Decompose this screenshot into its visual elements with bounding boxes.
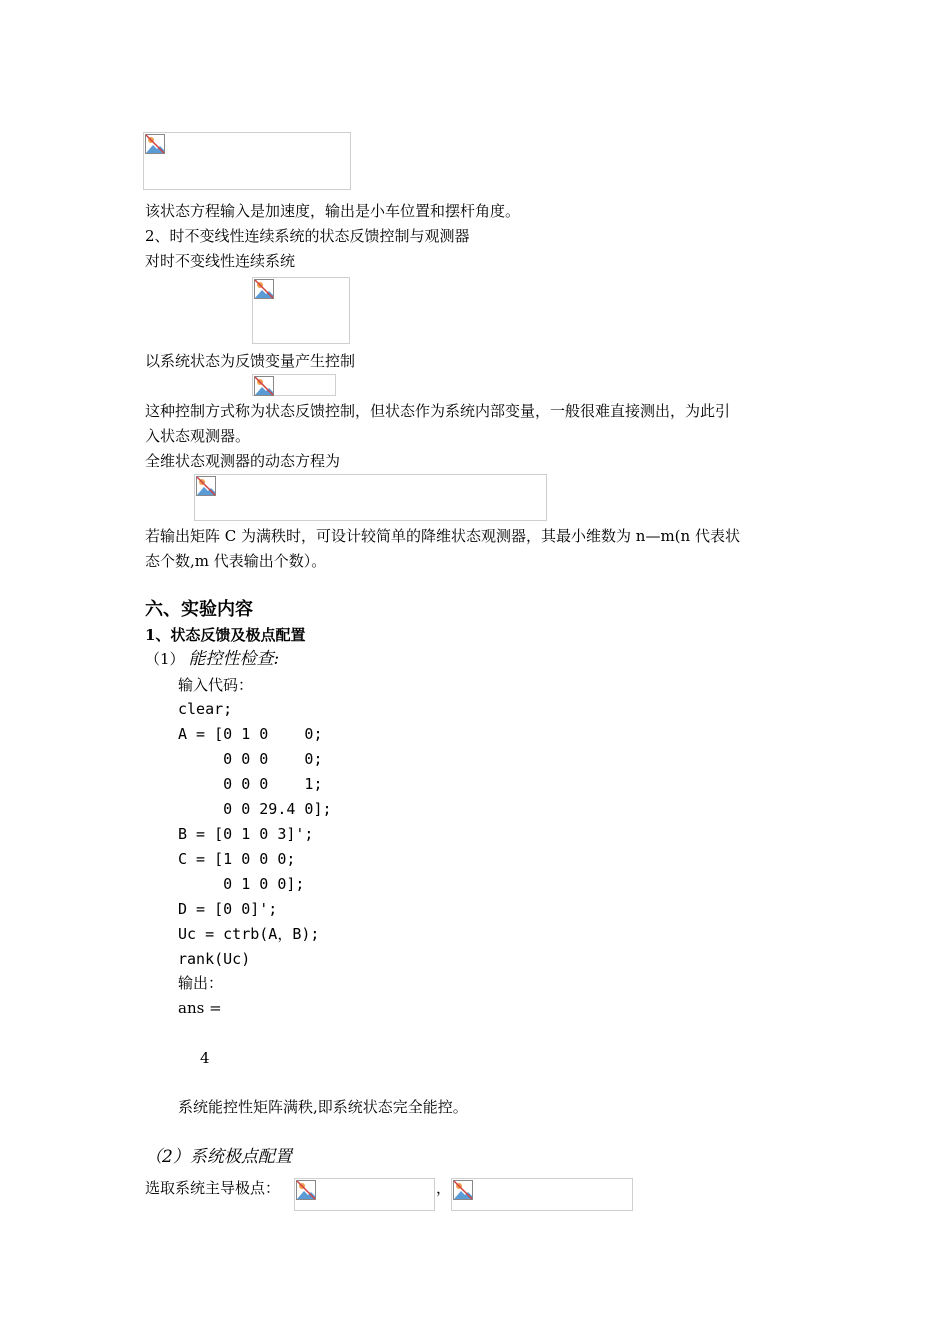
item1-heading	[145, 647, 279, 671]
subsection-title: 1、状态反馈及极点配置	[145, 626, 306, 644]
item1-number: （1）	[145, 650, 185, 668]
code-line: 0 0 29.4 0];	[178, 800, 332, 818]
observer-equation-image	[194, 474, 547, 521]
paragraph: 该状态方程输入是加速度，输出是小车位置和摆杆角度。	[145, 202, 521, 220]
code-line: rank(Uc)	[178, 950, 251, 968]
paragraph: 入状态观测器。	[145, 427, 251, 445]
code-line: 0 1 0 0];	[178, 875, 305, 893]
paragraph: 态个数,m 代表输出个数）。	[145, 552, 327, 570]
code-line: C = [1 0 0 0;	[178, 850, 296, 868]
code-line: Uc = ctrb(A，B);	[178, 925, 320, 943]
section-title: 六、实验内容	[145, 599, 253, 620]
paragraph: 对时不变线性连续系统	[145, 252, 296, 270]
poles-label: 选取系统主导极点：	[145, 1179, 281, 1197]
broken-image-icon	[196, 476, 216, 496]
broken-image-icon	[296, 1180, 316, 1200]
input-label: 输入代码：	[178, 676, 254, 694]
code-line: 0 0 0 0;	[178, 750, 323, 768]
paragraph: 全维状态观测器的动态方程为	[145, 452, 341, 470]
broken-image-icon	[453, 1180, 473, 1200]
code-line: A = [0 1 0 0;	[178, 725, 323, 743]
code-line: B = [0 1 0 3]';	[178, 825, 314, 843]
broken-image-icon	[254, 376, 274, 396]
conclusion-text: 系统能控性矩阵满秩,即系统状态完全能控。	[178, 1098, 468, 1116]
paragraph: 2、时不变线性连续系统的状态反馈控制与观测器	[145, 227, 470, 245]
broken-image-icon	[145, 134, 165, 154]
output-label: 输出：	[178, 974, 224, 992]
pole-image-2	[451, 1178, 633, 1211]
ans-value: 4	[200, 1049, 210, 1067]
system-equation-image	[252, 277, 350, 344]
state-equation-image	[143, 132, 351, 190]
comma-separator: ，	[436, 1179, 452, 1197]
ans-label: ans =	[178, 999, 222, 1017]
paragraph: 这种控制方式称为状态反馈控制，但状态作为系统内部变量，一般很难直接测出，为此引	[145, 402, 731, 420]
code-line: D = [0 0]';	[178, 900, 278, 918]
paragraph: 以系统状态为反馈变量产生控制	[145, 352, 356, 370]
item1-title: 能控性检查:	[188, 649, 280, 669]
code-line: 0 0 0 1;	[178, 775, 323, 793]
control-law-image	[252, 374, 336, 396]
paragraph: 若输出矩阵 C 为满秩时，可设计较简单的降维状态观测器，其最小维数为 n—m(n 代表状	[145, 527, 740, 545]
broken-image-icon	[254, 279, 274, 299]
item2-heading: （2）系统极点配置	[145, 1147, 292, 1167]
code-line: clear;	[178, 700, 233, 718]
pole-image-1	[294, 1178, 435, 1211]
